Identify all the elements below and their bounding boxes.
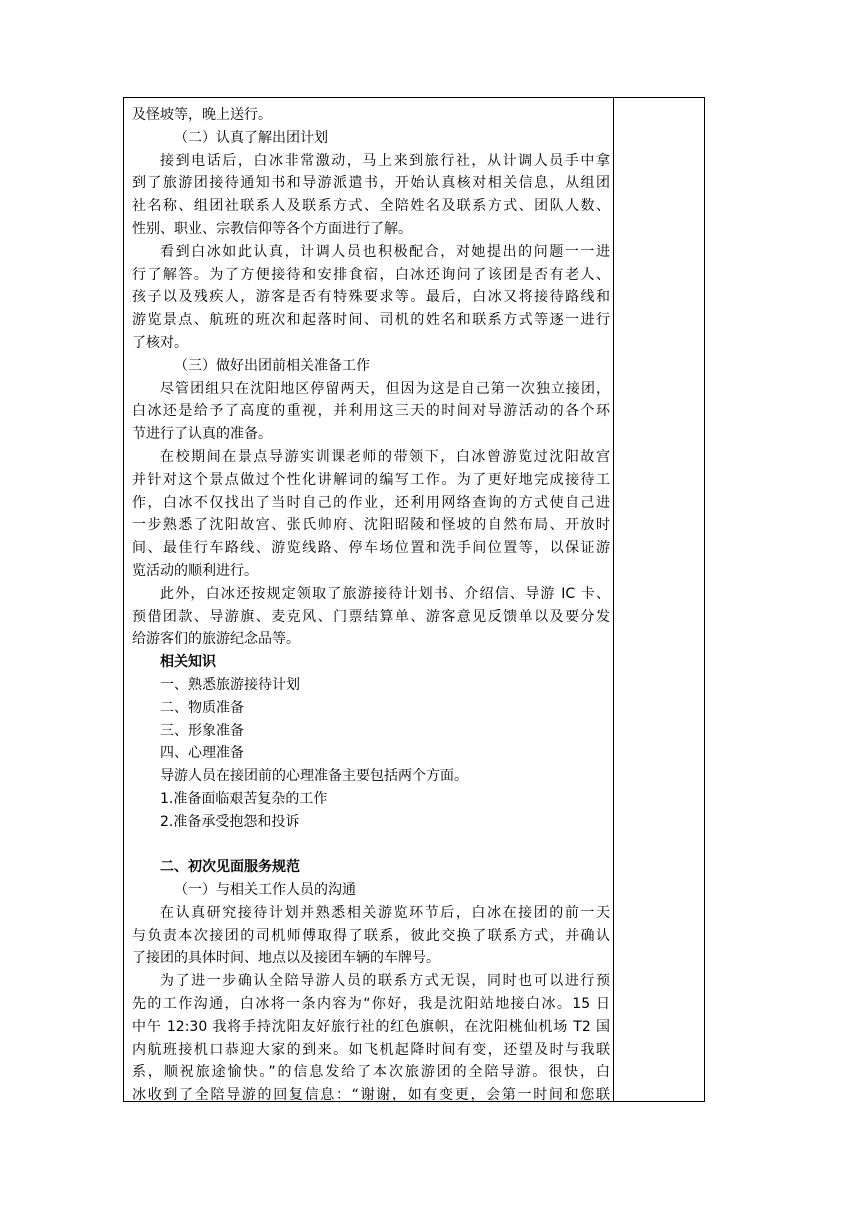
- list-item: 2.准备承受抱怨和投诉: [160, 813, 300, 830]
- paragraph-line: 看到白冰如此认真，计调人员也积极配合，对她提出的问题一一进: [160, 243, 610, 260]
- paragraph-line: 社名称、组团社联系人及联系方式、全陪姓名及联系方式、团队人数、: [132, 198, 610, 215]
- list-item: 1.准备面临艰苦复杂的工作: [160, 790, 328, 807]
- paragraph-line: 节进行了认真的准备。: [132, 426, 272, 443]
- related-knowledge-heading: 相关知识: [160, 654, 216, 671]
- paragraph-line: 冰收到了全陪导游的回复信息：“谢谢，如有变更，会第一时间和您联: [132, 1087, 610, 1104]
- knowledge-item: 四、心理准备: [160, 745, 244, 762]
- paragraph-line: 孩子以及残疾人，游客是否有特殊要求等。最后，白冰又将接待路线和: [132, 289, 610, 306]
- paragraph-line: 游览景点、航班的班次和起落时间、司机的姓名和联系方式等逐一进行: [132, 312, 610, 329]
- paragraph-line: 白冰还是给予了高度的重视，并利用这三天的时间对导游活动的各个环: [132, 403, 610, 420]
- paragraph-line: 作，白冰不仅找出了当时自己的作业，还利用网络查询的方式使自己进: [132, 494, 610, 511]
- document-table: [123, 97, 705, 1102]
- knowledge-item: 三、形象准备: [160, 722, 244, 739]
- knowledge-item: 二、物质准备: [160, 699, 244, 716]
- paragraph-line: 接到电话后，白冰非常激动，马上来到旅行社，从计调人员手中拿: [160, 152, 610, 169]
- paragraph-line: 给游客们的旅游纪念品等。: [132, 631, 300, 648]
- paragraph-line: 行了解答。为了方便接待和安排食宿，白冰还询问了该团是否有老人、: [132, 266, 610, 283]
- section-heading: （二）认真了解出团计划: [174, 129, 328, 146]
- paragraph-line: 先的工作沟通，白冰将一条内容为“你好，我是沈阳站地接白冰。15 日: [132, 996, 610, 1013]
- left-cell-content: [132, 104, 610, 1107]
- paragraph-line: 预借团款、导游旗、麦克风、门票结算单、游客意见反馈单以及要分发: [132, 608, 610, 625]
- right-cell: [614, 98, 704, 1101]
- paragraph-line: 一步熟悉了沈阳故宫、张氏帅府、沈阳昭陵和怪坡的自然布局、开放时: [132, 517, 610, 534]
- paragraph-line: 在认真研究接待计划并熟悉相关游览环节后，白冰在接团的前一天: [160, 904, 610, 921]
- paragraph-line: 导游人员在接团前的心理准备主要包括两个方面。: [160, 768, 468, 785]
- paragraph-line: 此外，白冰还按规定领取了旅游接待计划书、介绍信、导游 IC 卡、: [160, 585, 610, 602]
- paragraph-line: 系，顺祝旅途愉快。”的信息发给了本次旅游团的全陪导游。很快，白: [132, 1064, 610, 1081]
- section-heading: （一）与相关工作人员的沟通: [174, 882, 356, 899]
- text-line: 及怪坡等，晚上送行。: [132, 107, 272, 123]
- paragraph-line: 间、最佳行车路线、游览线路、停车场位置和洗手间位置等，以保证游: [132, 540, 610, 557]
- section-heading: （三）做好出团前相关准备工作: [174, 357, 370, 374]
- paragraph-line: 了接团的具体时间、地点以及接团车辆的车牌号。: [132, 950, 440, 967]
- paragraph-line: 览活动的顺利进行。: [132, 562, 258, 579]
- paragraph-line: 了核对。: [132, 334, 188, 351]
- paragraph-line: 中午 12:30 我将手持沈阳友好旅行社的红色旗帜，在沈阳桃仙机场 T2 国: [132, 1018, 610, 1035]
- blank-line: [132, 834, 610, 857]
- paragraph-line: 在校期间在景点导游实训课老师的带领下，白冰曾游览过沈阳故宫: [160, 448, 610, 465]
- section-title: 二、初次见面服务规范: [160, 859, 300, 876]
- paragraph-line: 并针对这个景点做过个性化讲解词的编写工作。为了更好地完成接待工: [132, 471, 610, 488]
- paragraph-line: 性别、职业、宗教信仰等各个方面进行了解。: [132, 220, 412, 237]
- paragraph-line: 尽管团组只在沈阳地区停留两天，但因为这是自己第一次独立接团，: [160, 380, 610, 397]
- knowledge-item: 一、熟悉旅游接待计划: [160, 676, 300, 693]
- paragraph-line: 到了旅游团接待通知书和导游派遣书，开始认真核对相关信息，从组团: [132, 175, 610, 192]
- paragraph-line: 为了进一步确认全陪导游人员的联系方式无误，同时也可以进行预: [160, 973, 610, 990]
- paragraph-line: 内航班接机口恭迎大家的到来。如飞机起降时间有变，还望及时与我联: [132, 1041, 610, 1058]
- paragraph-line: 与负责本次接团的司机师傅取得了联系，彼此交换了联系方式，并确认: [132, 927, 610, 944]
